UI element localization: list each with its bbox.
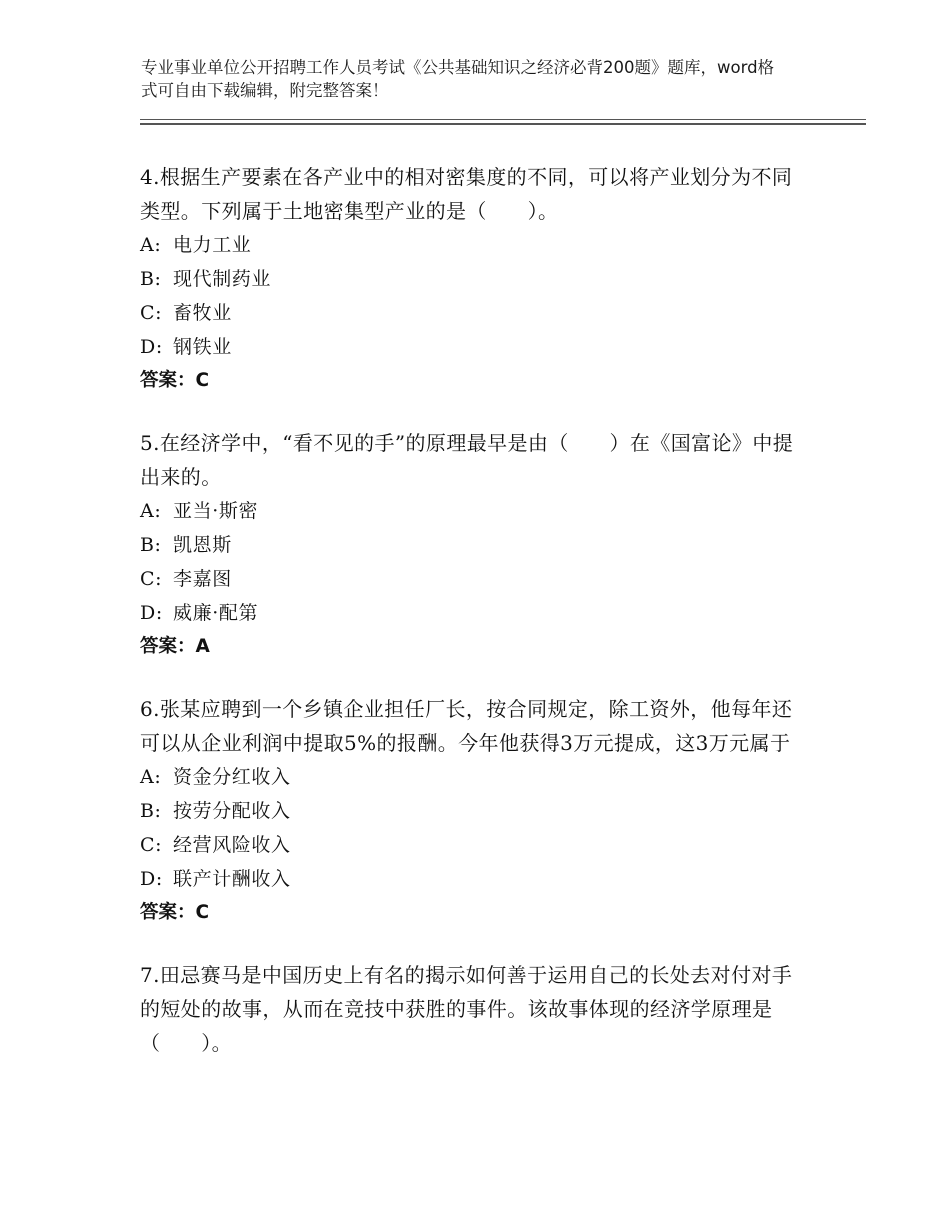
answer-label: 答案：C	[140, 902, 210, 923]
option-b	[140, 794, 800, 828]
option-text: 凯恩斯	[173, 534, 232, 556]
document-header-title: 专业事业单位公开招聘工作人员考试《公共基础知识之经济必背200题》题库，word格式可自由下载编辑，附完整答案！	[141, 58, 775, 100]
option-letter: B:	[140, 534, 162, 556]
option-b	[140, 528, 800, 562]
option-text: 威廉·配第	[173, 602, 259, 624]
option-letter: D:	[140, 336, 163, 358]
answer-label: 答案：C	[140, 370, 210, 391]
option-text: 经营风险收入	[173, 834, 291, 856]
header-divider-thick	[140, 123, 866, 125]
option-c	[140, 296, 800, 330]
option-d	[140, 330, 800, 364]
option-d	[140, 596, 800, 630]
option-letter: B:	[140, 800, 162, 822]
option-text: 电力工业	[173, 234, 252, 256]
question-stem: 6.张某应聘到一个乡镇企业担任厂长，按合同规定，除工资外，他每年还可以从企业利润中提取5%的报酬。今年他获得3万元提成，这3万元属于	[140, 697, 793, 755]
option-letter: C:	[140, 302, 163, 324]
option-text: 按劳分配收入	[173, 800, 291, 822]
header-divider-thin	[140, 119, 866, 120]
option-a	[140, 228, 800, 262]
option-c	[140, 828, 800, 862]
option-a	[140, 494, 800, 528]
option-c	[140, 562, 800, 596]
option-letter: C:	[140, 568, 163, 590]
option-text: 李嘉图	[173, 568, 232, 590]
option-text: 亚当·斯密	[173, 500, 259, 522]
question-stem: 7.田忌赛马是中国历史上有名的揭示如何善于运用自己的长处去对付对手的短处的故事，从而在竞技中获胜的事件。该故事体现的经济学原理是（ ）。	[140, 963, 793, 1055]
option-text: 联产计酬收入	[173, 868, 291, 890]
question-stem: 4.根据生产要素在各产业中的相对密集度的不同，可以将产业划分为不同类型。下列属于土地密集型产业的是（ ）。	[140, 165, 793, 223]
answer-label: 答案：A	[140, 636, 210, 657]
option-text: 钢铁业	[173, 336, 232, 358]
option-a	[140, 760, 800, 794]
option-b	[140, 262, 800, 296]
option-text: 现代制药业	[173, 268, 272, 290]
question-5	[140, 426, 800, 664]
option-text: 资金分红收入	[173, 766, 291, 788]
option-letter: D:	[140, 868, 163, 890]
question-7	[140, 958, 800, 1060]
question-6	[140, 692, 800, 930]
question-list	[140, 160, 800, 1088]
question-stem: 5.在经济学中，“看不见的手”的原理最早是由（ ）在《国富论》中提出来的。	[140, 431, 794, 489]
option-letter: D:	[140, 602, 163, 624]
option-letter: A:	[140, 234, 162, 256]
option-letter: A:	[140, 500, 162, 522]
option-text: 畜牧业	[173, 302, 232, 324]
option-letter: B:	[140, 268, 162, 290]
question-4	[140, 160, 800, 398]
option-d	[140, 862, 800, 896]
option-letter: C:	[140, 834, 163, 856]
option-letter: A:	[140, 766, 162, 788]
